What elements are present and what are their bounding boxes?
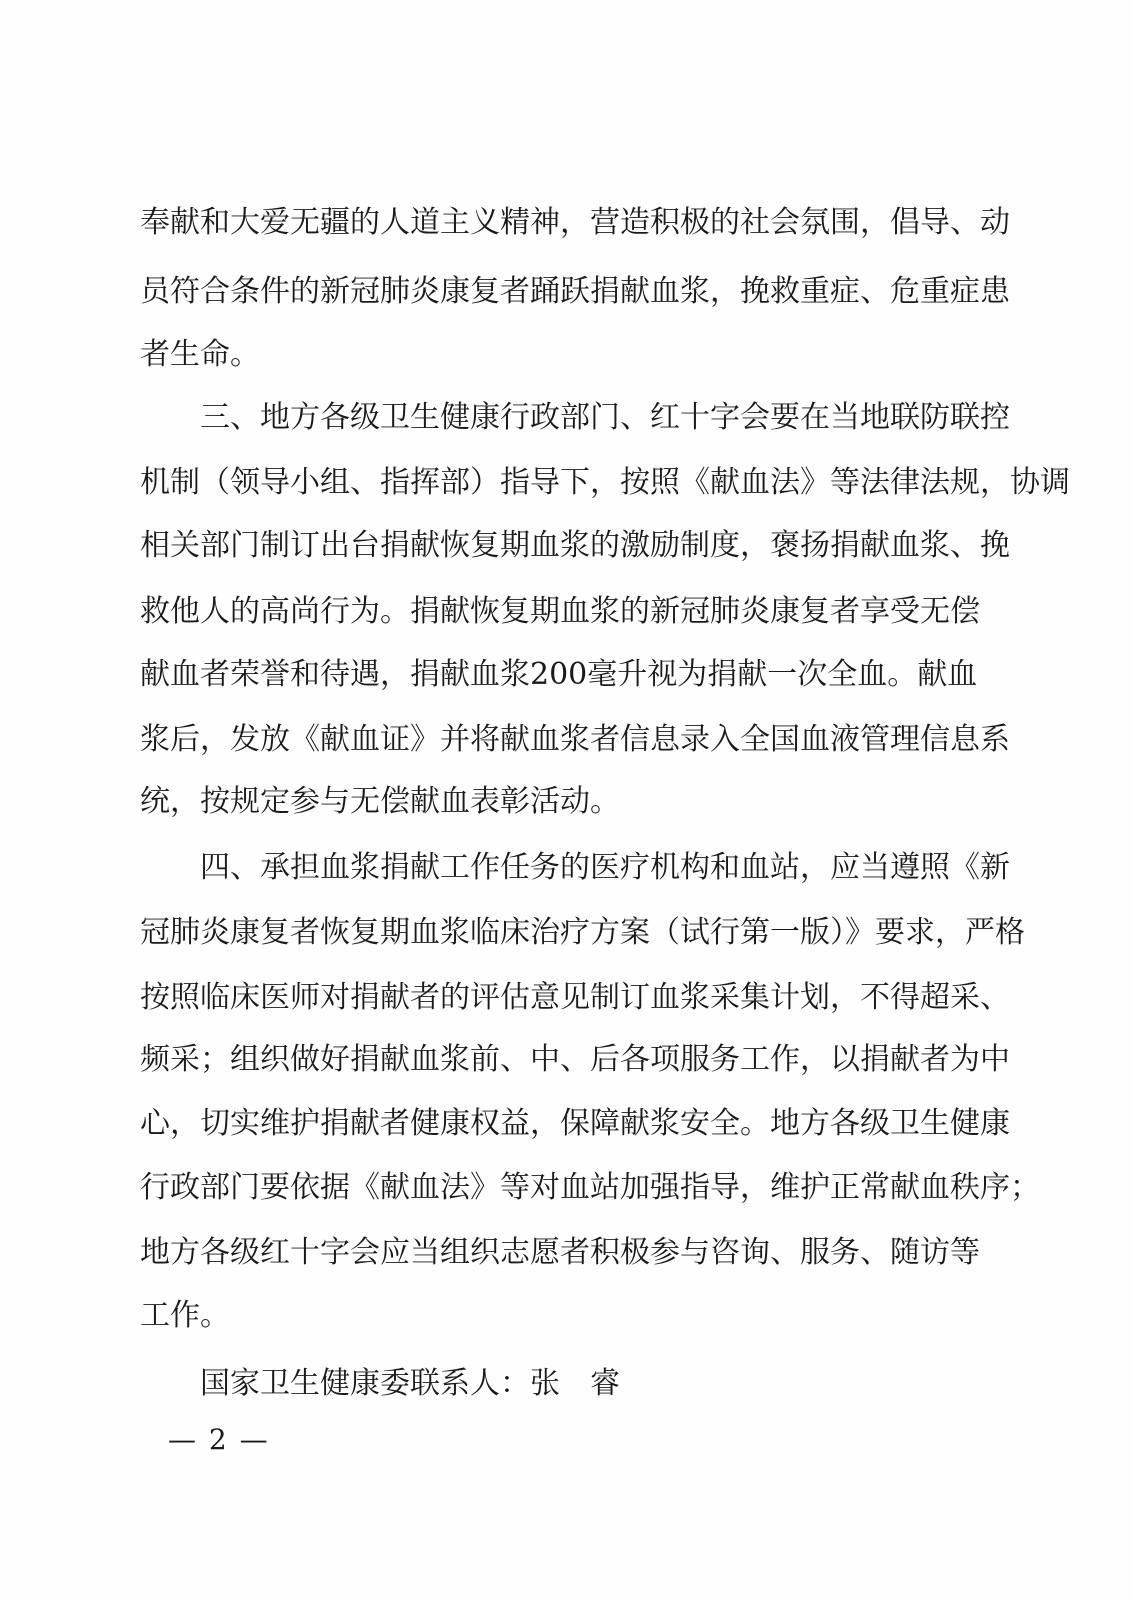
- paragraph-line: 统，按规定参与无偿献血表彰活动。: [140, 784, 620, 819]
- paragraph-line: 按照临床医师对捐献者的评估意见制订血浆采集计划，不得超采、: [140, 980, 1010, 1015]
- page-number: — 2 —: [168, 1423, 270, 1456]
- paragraph-line: 机制（领导小组、指挥部）指导下，按照《献血法》等法律法规，协调: [140, 465, 1070, 500]
- paragraph-line: 工作。: [140, 1298, 230, 1333]
- paragraph-line: 员符合条件的新冠肺炎康复者踊跃捐献血浆，挽救重症、危重症患: [140, 274, 1010, 309]
- contact-line: 国家卫生健康委联系人：张 睿: [200, 1366, 620, 1401]
- paragraph-line: 浆后，发放《献血证》并将献血浆者信息录入全国血液管理信息系: [140, 722, 1010, 757]
- paragraph-line: 四、承担血浆捐献工作任务的医疗机构和血站，应当遵照《新: [200, 850, 1010, 885]
- paragraph-line: 相关部门制订出台捐献恢复期血浆的激励制度，褒扬捐献血浆、挽: [140, 528, 1010, 563]
- paragraph-line: 三、地方各级卫生健康行政部门、红十字会要在当地联防联控: [200, 400, 1010, 435]
- paragraph-line: 冠肺炎康复者恢复期血浆临床治疗方案（试行第一版）》要求，严格: [140, 915, 1025, 950]
- paragraph-line: 地方各级红十字会应当组织志愿者积极参与咨询、服务、随访等: [140, 1235, 980, 1270]
- paragraph-line: 心，切实维护捐献者健康权益，保障献浆安全。地方各级卫生健康: [140, 1106, 1010, 1141]
- paragraph-line: 行政部门要依据《献血法》等对血站加强指导，维护正常献血秩序；: [140, 1170, 1040, 1205]
- paragraph-line: 献血者荣誉和待遇，捐献血浆200毫升视为捐献一次全血。献血: [140, 657, 978, 692]
- paragraph-line: 者生命。: [140, 337, 260, 372]
- paragraph-line: 频采；组织做好捐献血浆前、中、后各项服务工作，以捐献者为中: [140, 1042, 1010, 1077]
- paragraph-line: 救他人的高尚行为。捐献恢复期血浆的新冠肺炎康复者享受无偿: [140, 594, 980, 629]
- paragraph-line: 奉献和大爱无疆的人道主义精神，营造积极的社会氛围，倡导、动: [140, 205, 1010, 240]
